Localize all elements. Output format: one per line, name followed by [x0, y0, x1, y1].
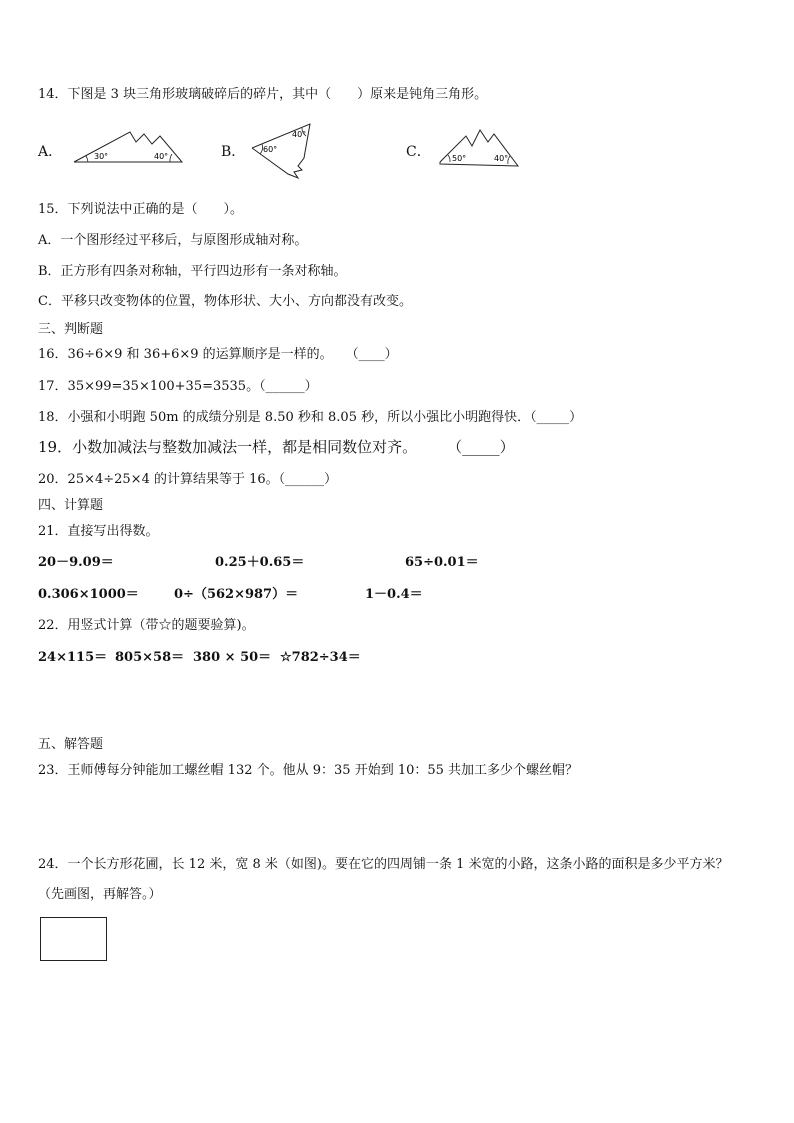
- q21-item-5: 0÷（562×987）＝: [174, 587, 299, 602]
- answer-drawing-box[interactable]: [40, 917, 107, 961]
- question-20: 20．25×4÷25×4 的计算结果等于 16。（______）: [38, 472, 338, 487]
- section-3-heading: 三、判断题: [38, 322, 104, 337]
- q15-option-c[interactable]: C．平移只改变物体的位置，物体形状、大小、方向都没有改变。: [38, 294, 412, 309]
- q14-b-angle-left: 60°: [263, 145, 278, 154]
- question-24: 24．一个长方形花圃，长 12 米，宽 8 米（如图)。要在它的四周铺一条 1 米宽的小路，这条小路的面积是多少平方米？: [38, 857, 729, 872]
- q21-item-2: 0.25＋0.65＝: [215, 555, 305, 570]
- q22-item-2: 805×58＝: [115, 650, 185, 665]
- q14-c-angle-right: 40°: [494, 154, 509, 163]
- question-22: 22．用竖式计算（带☆的题要验算)。: [38, 618, 255, 633]
- q15-option-b[interactable]: B．正方形有四条对称轴，平行四边形有一条对称轴。: [38, 264, 347, 279]
- q21-item-4: 0.306×1000＝: [38, 587, 139, 602]
- q14-c-angle-left: 50°: [452, 154, 467, 163]
- question-19: 19．小数加减法与整数加减法一样，都是相同数位对齐。 （_____）: [38, 438, 515, 456]
- q15-option-a[interactable]: A．一个图形经过平移后，与原图形成轴对称。: [38, 233, 308, 248]
- question-15: 15．下列说法中正确的是（ ）。: [38, 202, 244, 217]
- q22-item-1: 24×115＝: [38, 650, 108, 665]
- question-24-note: （先画图，再解答。）: [38, 887, 162, 902]
- question-14: 14．下图是 3 块三角形玻璃破碎后的碎片，其中（ ）原来是钝角三角形。: [38, 87, 488, 102]
- question-16: 16．36÷6×9 和 36+6×9 的运算顺序是一样的。 （____）: [38, 347, 398, 362]
- question-17: 17．35×99=35×100+35=3535。（______）: [38, 379, 318, 394]
- section-4-heading: 四、计算题: [38, 498, 104, 513]
- q21-item-3: 65÷0.01＝: [405, 555, 479, 570]
- q14-option-b-label[interactable]: B．: [221, 144, 246, 160]
- question-21: 21．直接写出得数。: [38, 524, 159, 539]
- q22-item-4: ☆782÷34＝: [280, 650, 361, 665]
- q22-item-3: 380 × 50＝: [193, 650, 272, 665]
- q14-option-c-label[interactable]: C．: [406, 144, 431, 160]
- question-18: 18．小强和小明跑 50m 的成绩分别是 8.50 秒和 8.05 秒，所以小强比小明跑得快．（_____）: [38, 410, 583, 425]
- q14-option-a-label[interactable]: A．: [38, 144, 63, 160]
- q14-b-angle-right: 40°: [292, 130, 307, 139]
- q14-option-a-shard: [72, 128, 184, 164]
- q14-option-c-shard: [438, 128, 520, 168]
- q14-option-b-shard: [248, 122, 314, 182]
- question-23: 23．王师傅每分钟能加工螺丝帽 132 个。他从 9：35 开始到 10：55 共加工多少个螺丝帽？: [38, 763, 579, 778]
- q21-item-6: 1－0.4＝: [365, 587, 423, 602]
- q21-item-1: 20－9.09＝: [38, 555, 114, 570]
- q14-a-angle-right: 40°: [154, 152, 169, 161]
- q14-a-angle-left: 30°: [94, 152, 109, 161]
- section-5-heading: 五、解答题: [38, 737, 104, 752]
